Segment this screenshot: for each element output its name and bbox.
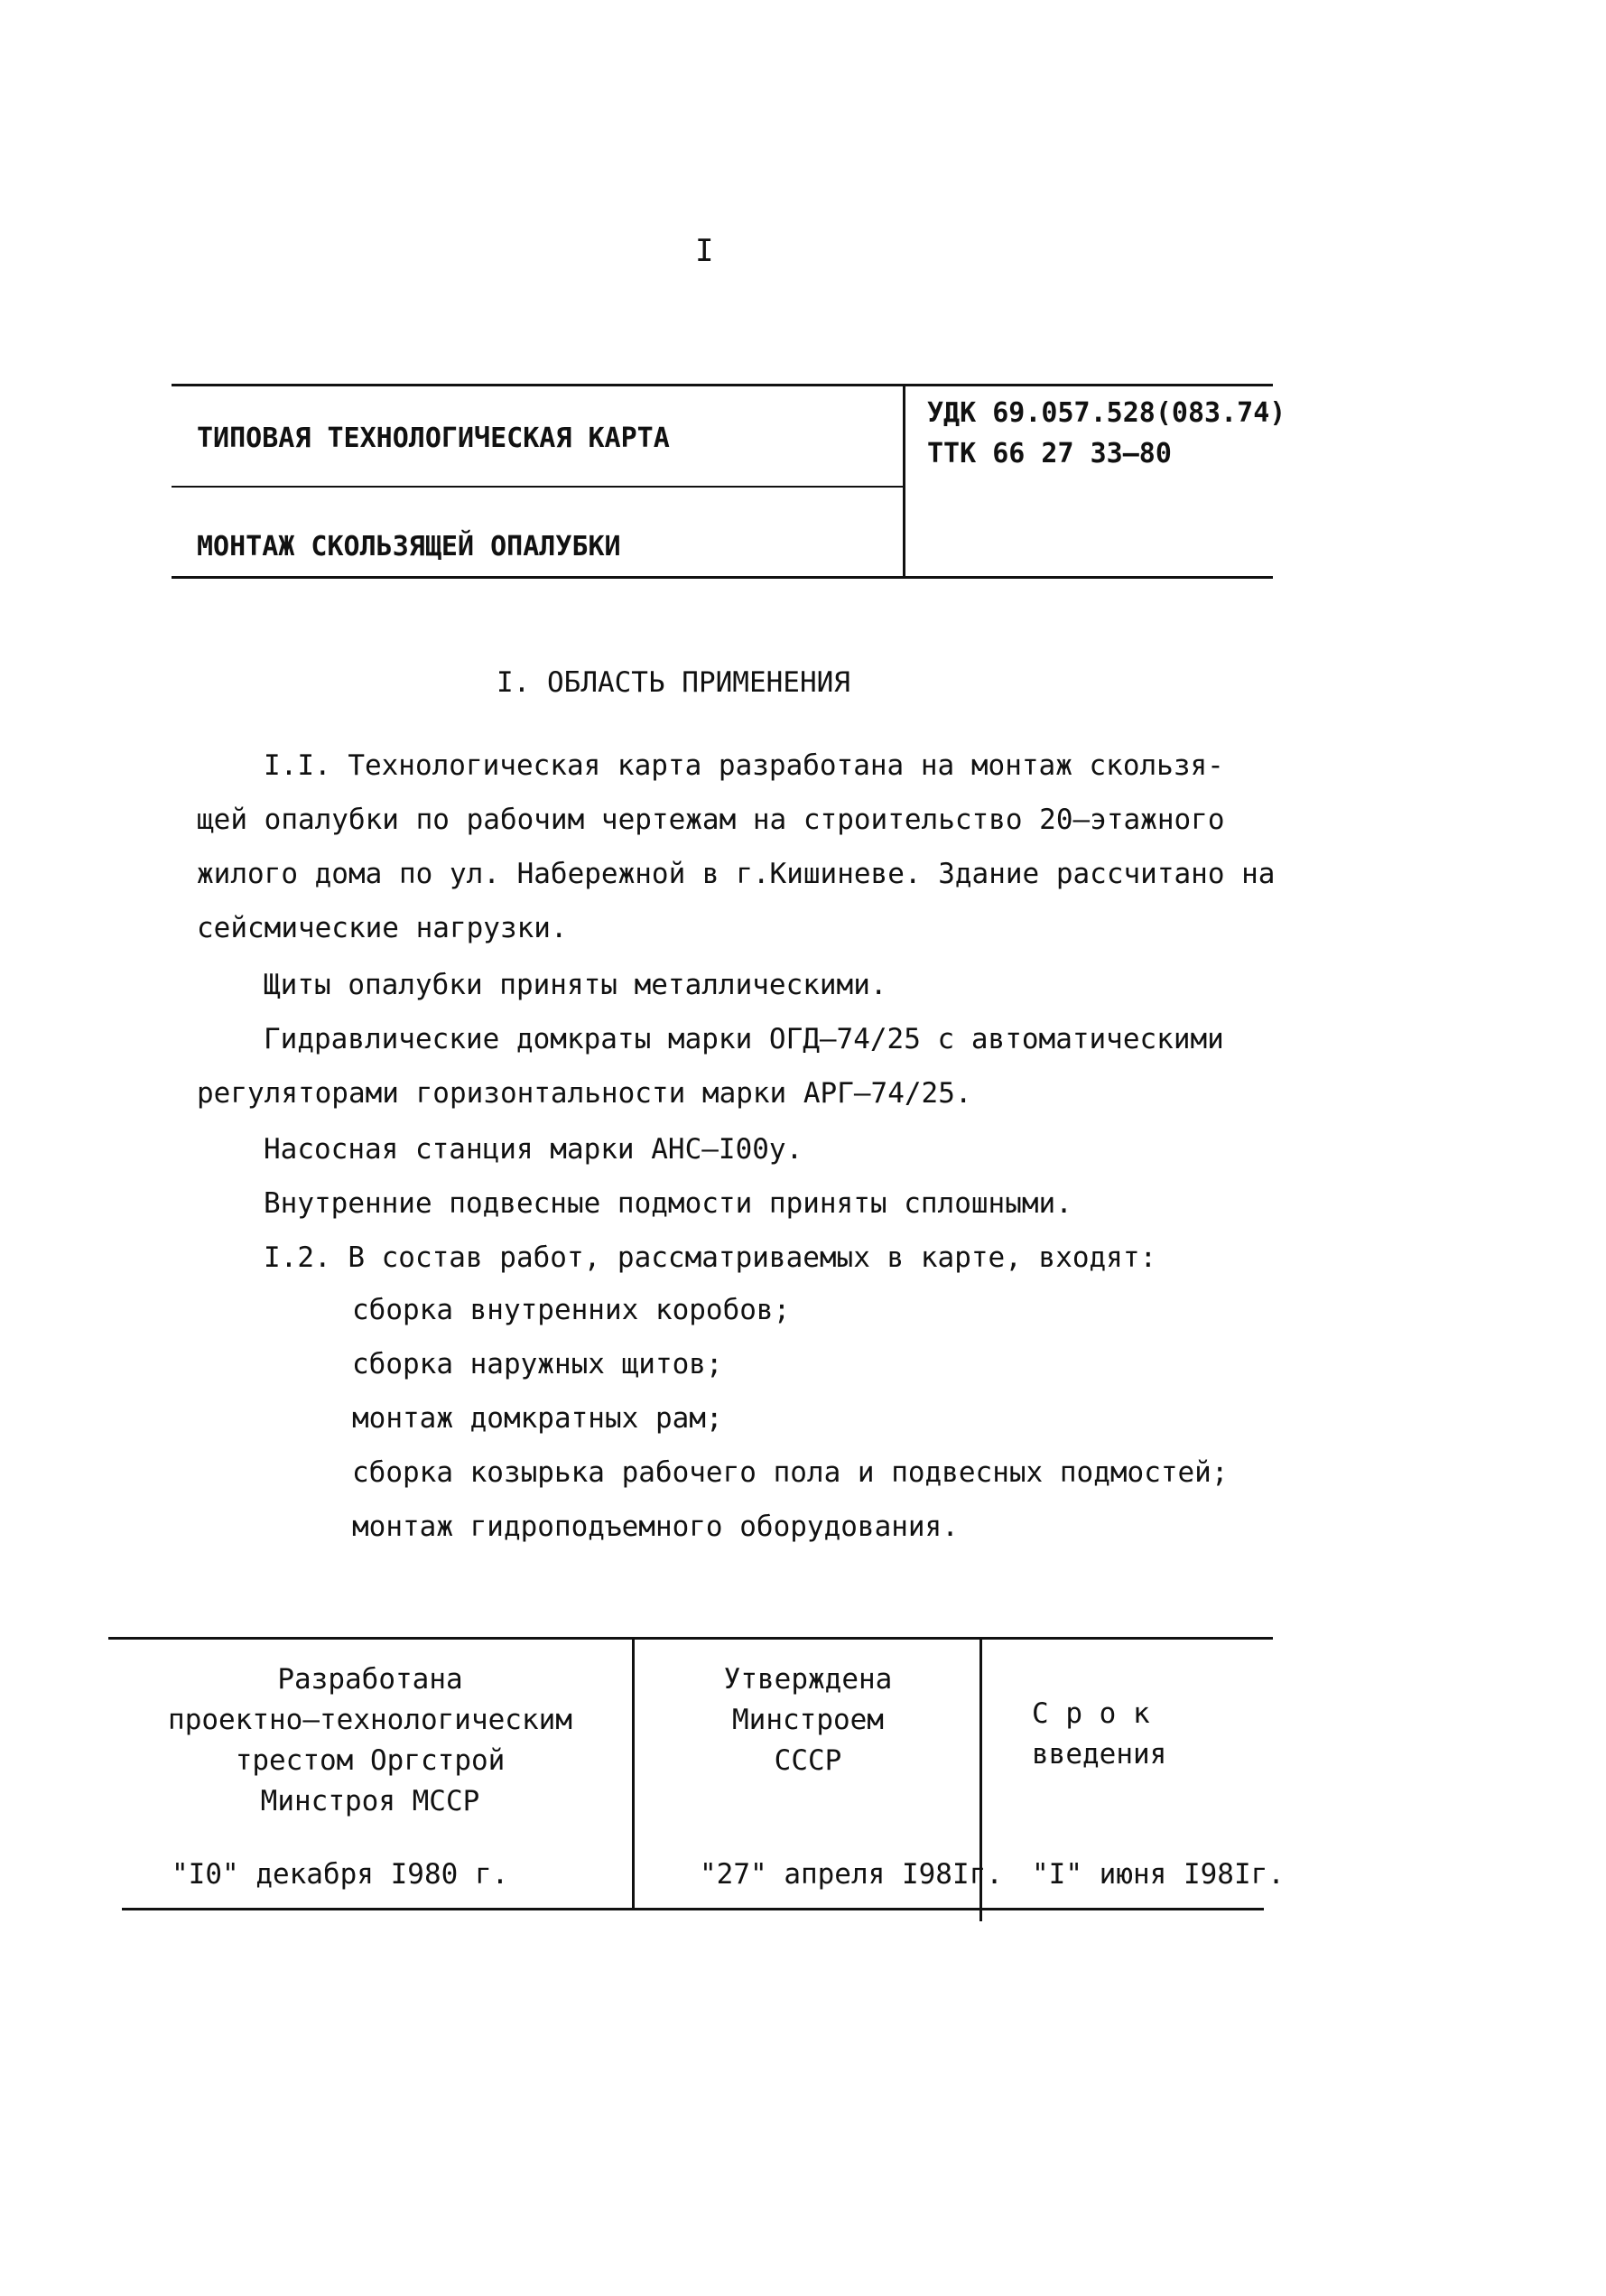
header-bottom-rule <box>172 576 1273 579</box>
udk-code: УДК 69.057.528(083.74) <box>927 397 1286 429</box>
effective-line: С р о к <box>1032 1697 1150 1730</box>
approved-line: СССР <box>774 1744 842 1777</box>
developed-column <box>122 1659 618 1822</box>
approved-date: "27" апреля I98Iг. <box>700 1858 1003 1891</box>
body-line: Гидравлические домкраты марки ОГД–74/25 с автоматическими <box>264 1023 1224 1055</box>
developed-line: Минстроя МССР <box>260 1785 480 1817</box>
ttk-code: ТТК 66 27 33–80 <box>927 438 1172 469</box>
list-item: монтаж гидроподъемного оборудования. <box>352 1511 959 1543</box>
body-line: Щиты опалубки приняты металлическими. <box>264 969 887 1001</box>
header-top-rule <box>172 384 1273 386</box>
body-line: щей опалубки по рабочим чертежам на строительство 20–этажного <box>197 804 1225 836</box>
body-line: сейсмические нагрузки. <box>197 912 568 944</box>
list-item: сборка козырька рабочего пола и подвесных подмостей; <box>352 1456 1229 1489</box>
developed-line: Разработана <box>277 1663 463 1696</box>
body-line: регуляторами горизонтальности марки АРГ–74/25. <box>197 1077 972 1110</box>
body-line: I.2. В состав работ, рассматриваемых в карте, входят: <box>264 1241 1157 1274</box>
doc-title: МОНТАЖ СКОЛЬЗЯЩЕЙ ОПАЛУБКИ <box>197 531 621 562</box>
doc-type: ТИПОВАЯ ТЕХНОЛОГИЧЕСКАЯ КАРТА <box>197 423 670 454</box>
effective-line: введения <box>1032 1738 1167 1771</box>
list-item: монтаж домкратных рам; <box>352 1402 723 1435</box>
approved-line: Минстроем <box>732 1704 884 1736</box>
developed-line: проектно–технологическим <box>168 1704 572 1736</box>
effective-date: "I" июня I98Iг. <box>1032 1858 1285 1891</box>
approved-column <box>650 1659 966 1781</box>
table-top-rule <box>108 1637 1273 1640</box>
page-number: I <box>695 233 714 269</box>
body-line: Насосная станция марки АНС–I00у. <box>264 1133 803 1166</box>
table-bottom-rule <box>122 1908 1264 1910</box>
developed-line: трестом Оргстрой <box>235 1744 506 1777</box>
body-line: Внутренние подвесные подмости приняты сплошными. <box>264 1187 1072 1220</box>
table-divider-1 <box>632 1637 635 1910</box>
body-line: I.I. Технологическая карта разработана на монтаж скользя- <box>264 749 1224 782</box>
list-item: сборка наружных щитов; <box>352 1348 723 1380</box>
header-divider <box>903 384 905 579</box>
section-heading: I. ОБЛАСТЬ ПРИМЕНЕНИЯ <box>497 666 850 699</box>
body-line: жилого дома по ул. Набережной в г.Кишиневе. Здание рассчитано на <box>197 858 1276 890</box>
developed-date: "I0" декабря I980 г. <box>172 1858 509 1891</box>
list-item: сборка внутренних коробов; <box>352 1294 791 1326</box>
header-mid-rule <box>172 486 903 488</box>
approved-line: Утверждена <box>723 1663 893 1696</box>
